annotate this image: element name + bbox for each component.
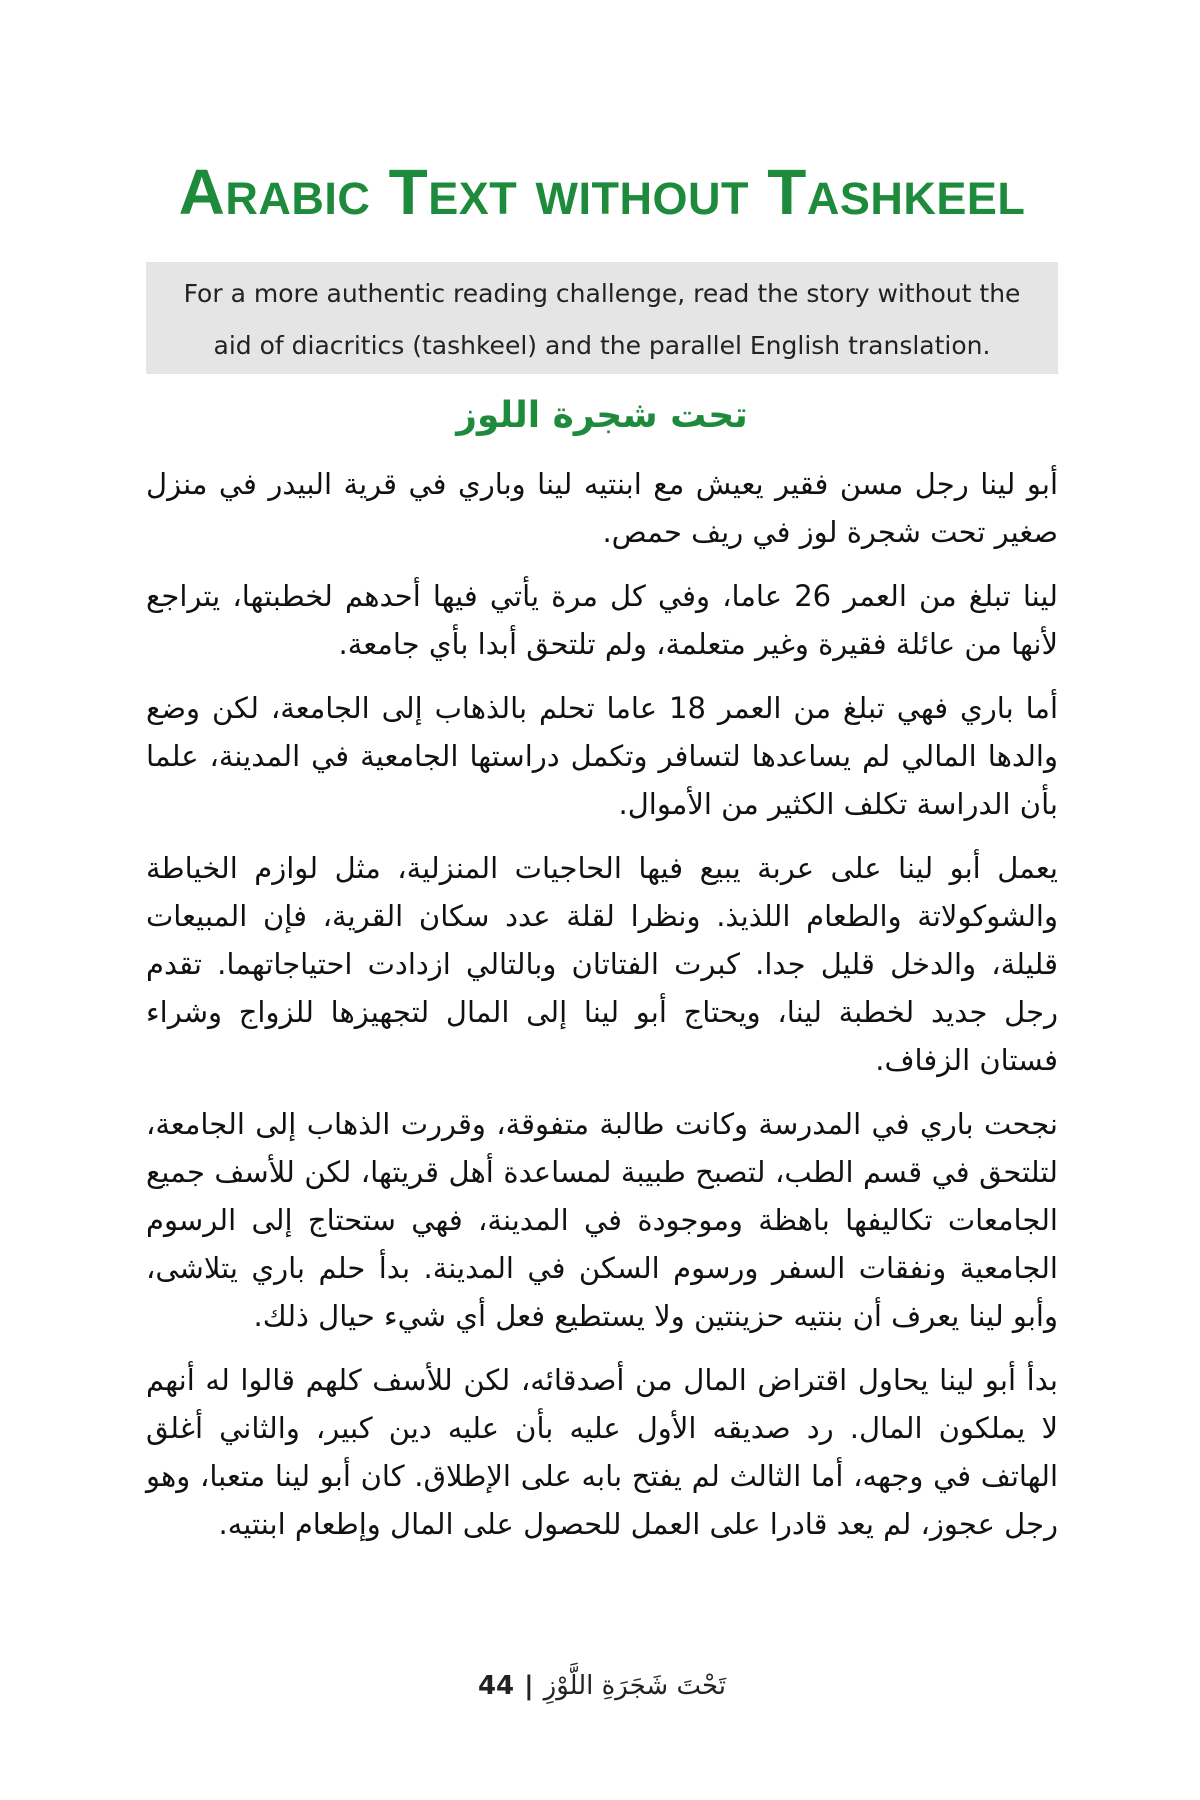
story-title: تحت شجرة اللوز (456, 395, 748, 436)
book-title: تَحْتَ شَجَرَةِ اللَّوْزِ (543, 1671, 727, 1701)
footer-separator: | (524, 1671, 534, 1701)
story-paragraph-3: أما باري فهي تبلغ من العمر 18 عاما تحلم بالذهاب إلى الجامعة، لكن وضع والدها المالي لم يساعدها لتسافر وتكمل دراستها الجامعية في المدينة، علما بأن الدراسة تكلف الكثير من الأموال. (146, 691, 1058, 821)
page (146, 0, 1058, 1800)
page-number: 44 (477, 1671, 515, 1701)
story-paragraph-5: نجحت باري في المدرسة وكانت طالبة متفوقة، وقررت الذهاب إلى الجامعة، لتلتحق في قسم الطب، لتصبح طبيبة لمساعدة أهل قريتها، لكن للأسف جميع الجامعات تكاليفها باهظة وموجودة في المدينة، فهي ستحتاج إلى الرسوم الجامعية ونفقات السفر ورسوم السكن في المدينة. بدأ حلم باري يتلاشى، وأبو لينا يعرف أن بنتيه حزينتين ولا يستطيع فعل أي شيء حيال ذلك. (146, 1107, 1058, 1333)
reading-note-line-1: For a more authentic reading challenge, read the story without the (183, 279, 1021, 308)
story-body (146, 460, 1058, 1564)
page-footer (146, 1666, 1058, 1706)
story-paragraph-2: لينا تبلغ من العمر 26 عاما، وفي كل مرة يأتي فيها أحدهم لخطبتها، يتراجع لأنها من عائلة فقيرة وغير متعلمة، ولم تلتحق أبدا بأي جامعة. (146, 579, 1058, 661)
story-paragraph-6: بدأ أبو لينا يحاول اقتراض المال من أصدقائه، لكن للأسف كلهم قالوا له أنهم لا يملكون المال. رد صديقه الأول عليه بأن عليه دين كبير، والثاني أغلق الهاتف في وجهه، أما الثالث لم يفتح بابه على الإطلاق. كان أبو لينا متعبا، وهو رجل عجوز، لم يعد قادرا على العمل للحصول على المال وإطعام ابنتيه. (146, 1363, 1058, 1541)
story-paragraph-1: أبو لينا رجل مسن فقير يعيش مع ابنتيه لينا وباري في قرية البيدر في منزل صغير تحت شجرة لوز في ريف حمص. (146, 467, 1058, 549)
reading-note (146, 262, 1058, 374)
page-title: Arabic Text without Tashkeel (178, 156, 1026, 228)
reading-note-line-2: aid of diacritics (tashkeel) and the parallel English translation. (213, 331, 991, 360)
story-paragraph-4: يعمل أبو لينا على عربة يبيع فيها الحاجيات المنزلية، مثل لوازم الخياطة والشوكولاتة والطعام اللذيذ. ونظرا لقلة عدد سكان القرية، فإن المبيعات قليلة، والدخل قليل جدا. كبرت الفتاتان وبالتالي ازدادت احتياجاتهما. تقدم رجل جديد لخطبة لينا، ويحتاج أبو لينا إلى المال لتجهيزها للزواج وشراء فستان الزفاف. (146, 851, 1058, 1077)
